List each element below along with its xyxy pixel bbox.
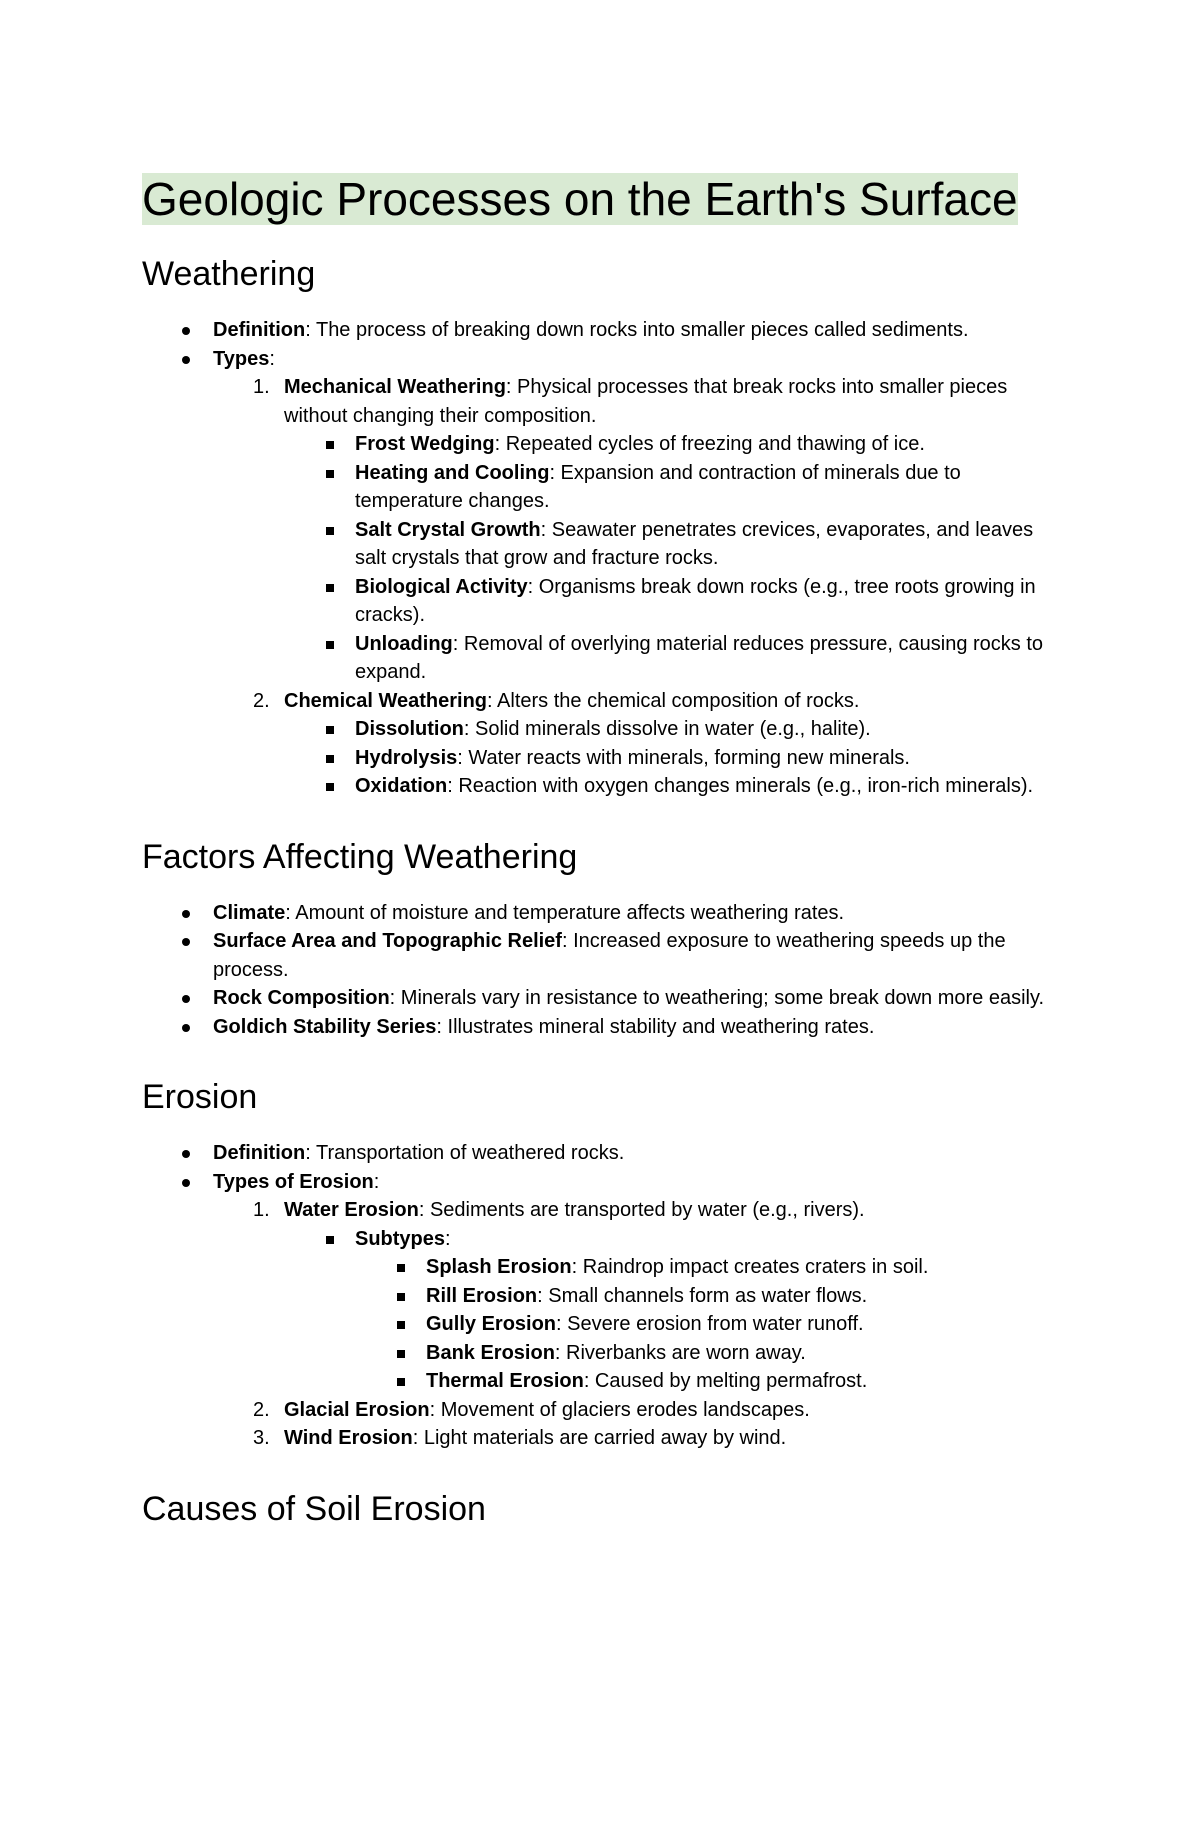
- item-number: 1.: [253, 376, 270, 398]
- list-item: [142, 899, 1062, 928]
- item-label: Definition: [213, 1142, 306, 1164]
- item-label: Surface Area and Topographic Relief: [213, 930, 562, 952]
- item-label: Frost Wedging: [355, 433, 495, 455]
- item-text: : Movement of glaciers erodes landscapes.: [429, 1398, 810, 1421]
- list-item: [142, 316, 1062, 345]
- list-item: [213, 687, 1062, 801]
- list-item: [355, 1367, 1062, 1396]
- item-text: : Amount of moisture and temperature affects weathering rates.: [285, 901, 845, 924]
- item-text: : Physical processes that break rocks into smaller pieces without changing their composition.: [284, 376, 1008, 427]
- item-text: : Reaction with oxygen changes minerals (e.g., iron-rich minerals).: [447, 775, 1034, 797]
- item-label: Biological Activity: [355, 575, 528, 598]
- item-label: Rill Erosion: [426, 1284, 538, 1307]
- heading-soil-erosion: Causes of Soil Erosion: [142, 1489, 486, 1528]
- erosion-types-list: [213, 1196, 1062, 1453]
- page-title: [142, 170, 1062, 228]
- factors-list: [142, 899, 1062, 1042]
- item-text: : Increased exposure to weathering speeds up the process.: [213, 930, 1006, 981]
- mechanical-list: [284, 430, 1062, 687]
- item-text: : Light materials are carried away by wind.: [412, 1427, 787, 1449]
- item-text: : The process of breaking down rocks into smaller pieces called sediments.: [305, 319, 969, 341]
- item-label: Bank Erosion: [426, 1341, 555, 1364]
- document-content: [142, 170, 1062, 1551]
- list-item: [284, 430, 1062, 459]
- item-label: Climate: [213, 901, 286, 924]
- item-text: : Seawater penetrates crevices, evaporates, and leaves salt crystals that grow and fracture rocks.: [355, 518, 1034, 569]
- item-label: Salt Crystal Growth: [355, 518, 541, 541]
- list-item: [142, 984, 1062, 1013]
- item-label: Heating and Cooling: [355, 461, 550, 484]
- item-text: : Repeated cycles of freezing and thawing of ice.: [494, 433, 925, 455]
- item-text: : Small channels form as water flows.: [537, 1284, 868, 1307]
- item-label: Hydrolysis: [355, 746, 458, 769]
- item-label: Types: [213, 347, 270, 370]
- item-label: Thermal Erosion: [426, 1370, 584, 1392]
- list-item: [213, 1396, 1062, 1425]
- item-text: : Illustrates mineral stability and weathering rates.: [436, 1015, 875, 1038]
- item-label: Subtypes: [355, 1227, 446, 1250]
- item-text: : Transportation of weathered rocks.: [305, 1142, 625, 1164]
- item-label: Oxidation: [355, 775, 448, 797]
- item-label: Dissolution: [355, 718, 464, 740]
- item-text: : Organisms break down rocks (e.g., tree roots growing in cracks).: [355, 575, 1036, 626]
- page-title-text: Geologic Processes on the Earth's Surface: [142, 173, 1018, 225]
- item-number: 1.: [253, 1199, 270, 1221]
- list-item: [213, 373, 1062, 687]
- list-item: [355, 1282, 1062, 1311]
- list-item: [142, 927, 1062, 984]
- list-item: [284, 630, 1062, 687]
- water-erosion-list: [284, 1225, 1062, 1396]
- list-item: [142, 1168, 1062, 1453]
- item-label: Mechanical Weathering: [284, 376, 506, 398]
- item-label: Gully Erosion: [426, 1313, 557, 1335]
- item-label: Splash Erosion: [426, 1256, 572, 1278]
- list-item: [142, 1139, 1062, 1168]
- heading-erosion: Erosion: [142, 1078, 258, 1116]
- list-item: [355, 1339, 1062, 1368]
- item-text: : Caused by melting permafrost.: [583, 1370, 868, 1392]
- list-item: [284, 715, 1062, 744]
- list-item: [213, 1196, 1062, 1396]
- item-text: :: [373, 1170, 380, 1193]
- item-label: Water Erosion: [284, 1199, 419, 1221]
- item-label: Goldich Stability Series: [213, 1015, 437, 1038]
- item-text: : Severe erosion from water runoff.: [556, 1313, 864, 1335]
- erosion-list: [142, 1139, 1062, 1453]
- weathering-types-list: [213, 373, 1062, 801]
- item-label: Unloading: [355, 632, 453, 655]
- item-text: : Removal of overlying material reduces pressure, causing rocks to expand.: [355, 632, 1044, 683]
- list-item: [355, 1253, 1062, 1282]
- list-item: [284, 573, 1062, 630]
- item-label: Definition: [213, 319, 306, 341]
- list-item: [284, 516, 1062, 573]
- list-item: [284, 459, 1062, 516]
- subtypes-list: [355, 1253, 1062, 1396]
- list-item: [284, 744, 1062, 773]
- list-item: [284, 1225, 1062, 1396]
- item-label: Types of Erosion: [213, 1170, 374, 1193]
- item-text: : Water reacts with minerals, forming new minerals.: [457, 746, 910, 769]
- list-item: [142, 345, 1062, 801]
- list-item: [284, 772, 1062, 801]
- heading-factors: Factors Affecting Weathering: [142, 837, 578, 876]
- item-label: Chemical Weathering: [284, 689, 488, 712]
- item-text: : Minerals vary in resistance to weathering; some break down more easily.: [389, 987, 1045, 1009]
- item-text: : Riverbanks are worn away.: [554, 1341, 806, 1364]
- item-text: : Solid minerals dissolve in water (e.g., halite).: [463, 718, 871, 740]
- item-text: : Alters the chemical composition of rocks.: [487, 689, 860, 712]
- item-number: 2.: [253, 1398, 270, 1421]
- item-text: : Raindrop impact creates craters in soil.: [571, 1256, 929, 1278]
- item-text: : Sediments are transported by water (e.g., rivers).: [418, 1199, 865, 1221]
- list-item: [213, 1424, 1062, 1453]
- item-label: Rock Composition: [213, 987, 390, 1009]
- item-text: :: [445, 1227, 451, 1250]
- weathering-list: [142, 316, 1062, 801]
- chemical-list: [284, 715, 1062, 801]
- item-label: Wind Erosion: [284, 1427, 413, 1449]
- item-text: :: [269, 347, 275, 370]
- item-text: : Expansion and contraction of minerals due to temperature changes.: [355, 461, 961, 512]
- item-number: 3.: [253, 1427, 270, 1449]
- list-item: [355, 1310, 1062, 1339]
- item-label: Glacial Erosion: [284, 1398, 430, 1421]
- list-item: [142, 1013, 1062, 1042]
- item-number: 2.: [253, 689, 270, 712]
- heading-weathering: Weathering: [142, 255, 316, 293]
